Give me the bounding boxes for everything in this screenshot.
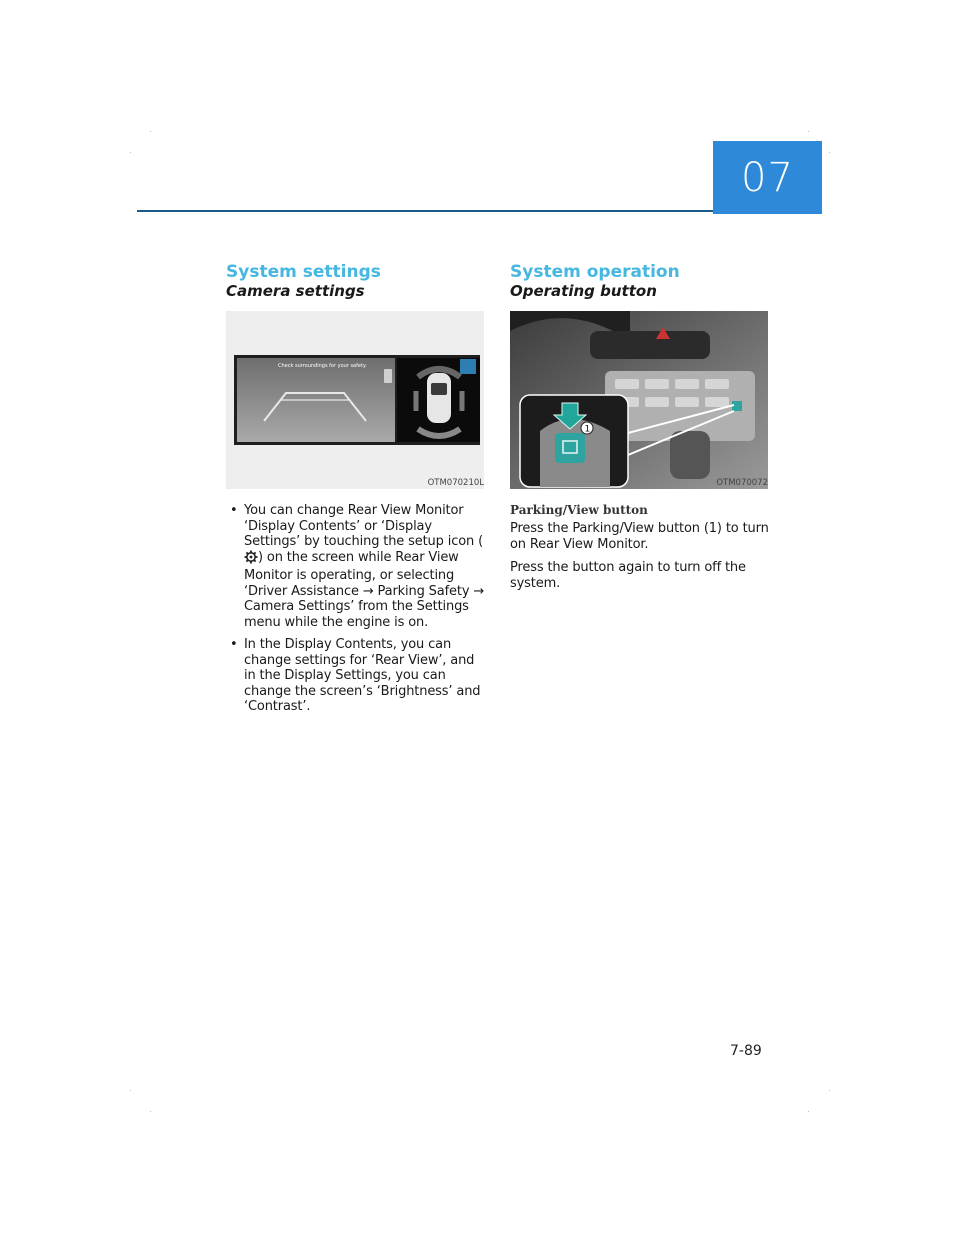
crop-mark	[829, 1090, 830, 1091]
page-number: 7-89	[730, 1043, 762, 1059]
crop-mark	[808, 131, 809, 132]
bullet-dot: •	[230, 637, 238, 652]
gear-icon	[244, 550, 258, 569]
crop-mark	[829, 152, 830, 153]
figure-code: OTM070072	[716, 478, 768, 488]
paragraph: Press the Parking/View button (1) to turn on Rear View Monitor.	[510, 521, 769, 552]
list-item	[226, 503, 488, 630]
left-column	[226, 262, 488, 722]
screen-banner: Check surroundings for your safety.	[278, 363, 367, 369]
caption-title: Parking/View button	[510, 503, 648, 517]
section-title-system-settings: System settings	[226, 262, 381, 282]
list-item	[226, 637, 488, 715]
camera-settings-bullets	[226, 503, 488, 715]
subsection-title-camera-settings: Camera settings	[226, 282, 365, 300]
chapter-tab: 07	[713, 141, 822, 214]
figure-code: OTM070210L	[427, 478, 484, 488]
paragraph: Press the button again to turn off the system.	[510, 560, 746, 591]
operating-button-figure	[510, 311, 768, 489]
crop-mark	[150, 131, 151, 132]
crop-mark	[808, 1111, 809, 1112]
crop-mark	[130, 152, 131, 153]
section-title-system-operation: System operation	[510, 262, 680, 282]
bullet-text-part: You can change Rear View Monitor ‘Display Contents’ or ‘Display Settings’ by touching the setup icon (	[244, 503, 483, 549]
bullet-text-part: ) on the screen while Rear View Monitor is operating, or selecting ‘Driver Assistance → Parking Safety → Camera Settings’ from the Settings menu while the engine is on.	[244, 549, 485, 630]
crop-mark	[130, 1090, 131, 1091]
rear-view-screen-illustration	[226, 311, 484, 489]
crop-mark	[150, 1111, 151, 1112]
bullet-dot: •	[230, 503, 238, 518]
camera-settings-figure	[226, 311, 484, 489]
right-column	[510, 262, 772, 599]
subsection-title-operating-button: Operating button	[510, 282, 657, 300]
callout-number: 1	[584, 424, 591, 435]
header-rule	[137, 210, 713, 212]
dashboard-button-illustration	[510, 311, 768, 489]
bullet-text: In the Display Contents, you can change settings for ‘Rear View’, and in the Display Settings, you can change the screen’s ‘Brightness’ and ‘Contrast’.	[244, 637, 481, 714]
